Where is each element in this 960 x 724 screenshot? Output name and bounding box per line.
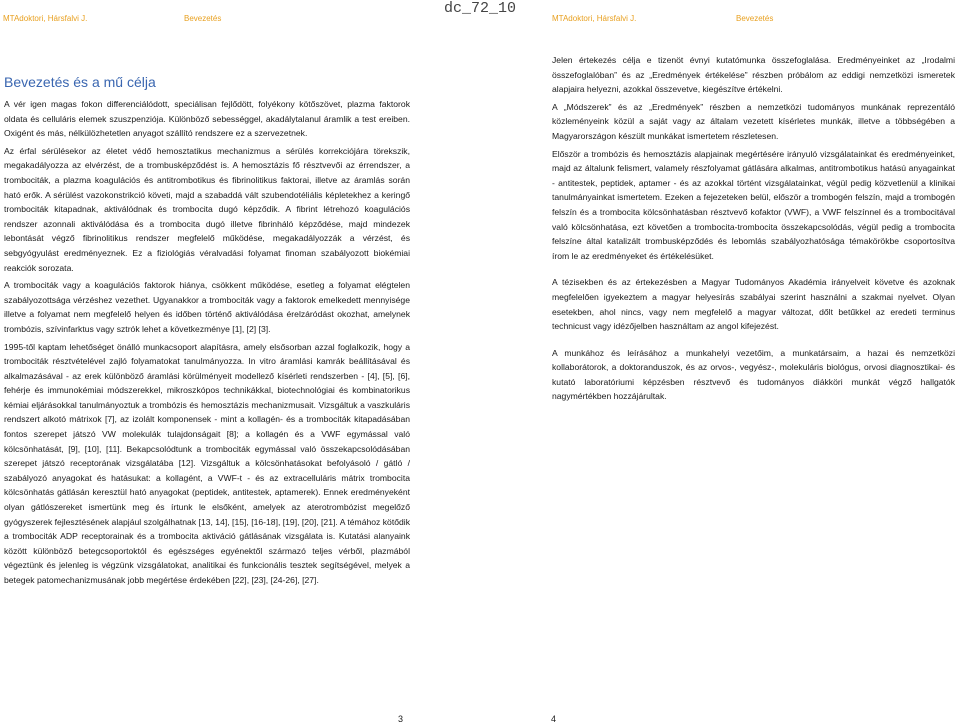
left-paragraph-1: A vér igen magas fokon differenciálódott, speciálisan fejlődött, folyékony kötőszövet, plazma faktorok oldata és celluláris elemek szuszpenziója. Különböző sebességgel, akadálytalanul áramlik a test ereiben. Oxigént és más, nélkülözhetetlen anyagot szállító rendszere ez a szervezetnek.: [4, 99, 410, 139]
header-right-author: MTAdoktori, Hársfalvi J.: [552, 14, 637, 23]
page-number-left: 3: [398, 714, 404, 724]
right-paragraph-3: Először a trombózis és hemosztázis alapjainak megértésére irányuló vizsgálatainkat és eredményeinket, majd az általunk felismert, valamely részfolyamat gátlására alkalmas, antitrombotikus hatású anyagainkat - antitestek, peptidek, aptamer - és az azokkal történt vizsgálatainkat, végül pedig közvetlenül a klinikai tanulmányainkat ismertetem. Ezeken a fejezeteken belül, először a trombogén felszín, majd a trombogén felszín és a trombocita kölcsönhatásban résztvevő kofaktor (VWF), a VWF felszínnel és a trombocitával való kölcsönhatása, ezt követően a trombocita-trombocita összekapcsolódás, végül pedig a trombocita felszíne által katalizált trombusképződés és lebomlás szabályozhatósága témakörökbe csoportosítva írom le az eredményeket és értékelésüket.: [552, 148, 955, 261]
right-paragraph-4: A tézisekben és az értekezésben a Magyar Tudományos Akadémia irányelveit követve és azoknak megfelelően igyekeztem a magyar helyesírás szabályai szerint használni a szakmai nyelvet. Olyan esetekben, ahol nincs, vagy nem megfelelő a magyar változat, dőlt betűkkel az eredeti terminus technicust vagy idézőjelben használtam az angol kifejezést.: [552, 277, 955, 332]
header-left-author: MTAdoktori, Hársfalvi J.: [3, 14, 88, 23]
header-right-section: Bevezetés: [736, 14, 774, 23]
document-id: dc_72_10: [443, 0, 516, 17]
right-paragraph-1: Jelen értekezés célja e tizenöt évnyi kutatómunka összefoglalása. Eredményeinket az „Irodalmi összefoglalóban” és az „Eredmények értékelése” részben próbálom az eddigi nemzetközi ismeretek alapjaira helyezni, azokkal összevetve, kiegészítve értékelni.: [552, 55, 955, 95]
header-left-section: Bevezetés: [184, 14, 222, 23]
left-paragraph-3: A trombociták vagy a koagulációs faktorok hiánya, csökkent működése, esetleg a folyamat elégtelen szabályozottsága vérzéshez vezethet. Ugyanakkor a trombociták vagy a faktorok emelkedett mennyisége illetve a folyamat nem megfelelő helyen és időben történő aktiválódása érelzáródást okozhat, amelynek trombózis, szívinfarktus vagy sztrók lehet a következménye [1], [2] [3].: [4, 280, 410, 334]
left-page-column: [4, 58, 410, 591]
left-paragraph-4: 1995-től kaptam lehetőséget önálló munkacsoport alapításra, amely elsősorban azzal foglalkozik, hogy a trombociták résztvételével zajló folyamatokat tanulmányozza. In vitro áramlási kamrák beállításával és alkalmazásával - az erek különböző áramlási körülményeit modellező kísérleti rendszerben - [4], [5], [6], fehérje és immunokémiai módszerekkel, mikroszkópos technikákkal, biotechnológiai és kombinatorikus kémiai eljárásokkal tanulmányoztuk a trombózis és hemosztázis mechanizmusait. Vizsgáltuk a vaszkuláris rendszert alkotó mátrixok [7], az izolált komponensek - mint a kollagén- és a trombociták kitapadásában fontos szerepet játszó VW molekulák tulajdonságait [8]; a kollagén és a VWF egymással való kölcsönhatását, [9], [10], [11]. Bekapcsolódtunk a trombociták egymással való összekapcsolódásában szerepet játszó receptorának vizsgálatába [12]. Vizsgáltuk a kölcsönhatásokat befolyásoló / gátló / szabályozó anyagokat és hatásukat: a kollagént, a VWF-t - és az extracelluláris mátrix trombocita kölcsönhatás gátlásán keresztül ható anyagokat (peptidek, antitestek, aptamerek). Ennek eredményeként olyan gátlószereket ismertünk meg és írtunk le elsőként, amelyek az aterotrombózist megelőző gyógyszerek fejlesztésének alapjául szolgálhatnak [13, 14], [15], [16-18], [19], [20], [21]. A témához kötődik a trombociták ADP receptorainak és a trombocita aktiváció gátlásának vizsgálata is. Kutatási alanyaink között különböző betegcsoportoktól és egészséges egyénektől származó teljes vérből, plazmából végeztünk és jelenleg is végzünk vizsgálatokat, analitikai és funkcionális tesztek segítségével, melyek a betegek patomechanizmusának jobb megértése érdekében [22], [23], [24-26], [27].: [4, 341, 410, 585]
section-title: Bevezetés és a mű célja: [4, 74, 156, 90]
page-number-right: 4: [551, 714, 557, 724]
paragraph-gap: [552, 337, 955, 346]
right-paragraph-2: A „Módszerek” és az „Eredmények” részben a nemzetközi tudományos munkának reprezentáló közleményeink közül a saját vagy az általam vezetett kísérletes munkák, illetve a többségében a Magyarországon készült munkákat ismertetem részletesen.: [552, 101, 955, 141]
right-page-column: [552, 53, 955, 407]
paragraph-gap: [552, 266, 955, 275]
right-paragraph-5: A munkához és leírásához a munkahelyi vezetőim, a munkatársaim, a hazai és nemzetközi kollaborátorok, a doktoranduszok, és az orvos-, vegyész-, molekuláris biológus, orvosi diagnosztikai- és kutató laboratóriumi képzésben résztvevő és tudományos diákköri munkát végző hallgatók nagymértékben hozzájárultak.: [552, 347, 955, 402]
left-paragraph-2: Az érfal sérülésekor az életet védő hemosztatikus mechanizmus a sérülés korrekciójára törekszik, megakadályozza az elvérzést, de a trombusképződést is. A hemosztázis fő résztvevői az érrendszer, a trombociták, a plazma koagulációs és antitrombotikus és fibrinolitikus faktorai, illetve az áramlás során ható erők. A sérülést vazokonstrikció követi, majd a szabaddá vált szubendotéliális képletekhez a keringő trombociták kitapadnak, aktiválódnak és trombocita dugó képződik. A fibrint létrehozó koagulációs rendszer azonnali aktiválódása és a trombocita dugó illetve fibrinháló képződése, majd mindezek lebontását végző fibrinolitikus rendszer megfelelő működése, megakadályozzák a vérzést, és sebgyógyulást eredményeznek. Ez a fiziológiás véralvadási folyamat finoman szabályozott biokémiai reakciók sorozata.: [4, 145, 410, 273]
